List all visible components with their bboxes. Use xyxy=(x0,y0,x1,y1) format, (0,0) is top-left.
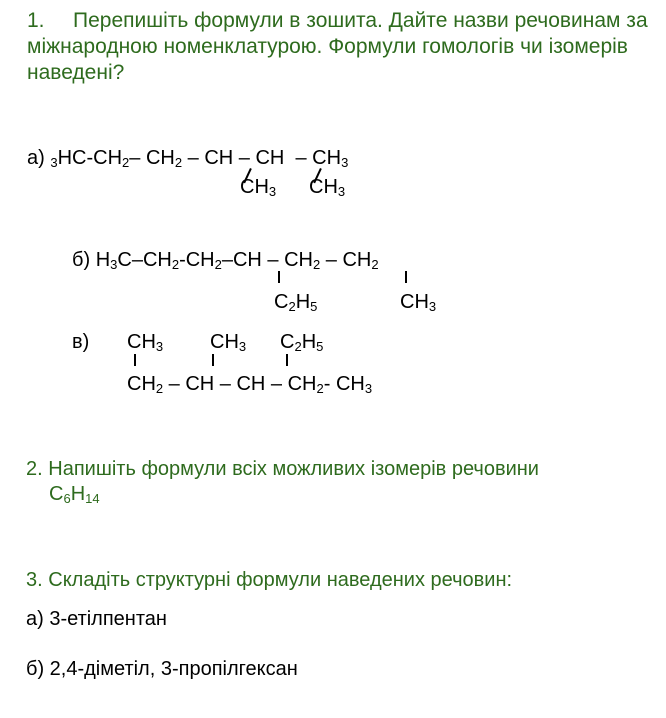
formula-v-top-2: $CH_3$ xyxy=(210,331,247,354)
formula-v-top-1: $CH_3$ xyxy=(127,331,164,354)
formula-b-branch-2: $CH_3$ xyxy=(400,291,437,314)
formula-v-bond-2 xyxy=(212,354,214,366)
question-3-item-b: б) 2,4-діметіл, 3-пропілгексан xyxy=(26,658,298,680)
formula-v-bond-3 xyxy=(286,354,288,366)
question-2 xyxy=(26,457,539,507)
formula-a-label: а) xyxy=(27,147,45,169)
formula-b-label: б) xyxy=(72,249,91,271)
question-2-number: 2. xyxy=(26,458,43,480)
formula-v-top-3: $C_2H_5$ xyxy=(280,331,324,354)
question-1-text: Перепишіть формули в зошита. Дайте назви речовинам за міжнародною номенклатурою. Формули гомологів чи ізомерів наведені? xyxy=(27,9,648,84)
formula-b-main-chain: б) $H_3C-CH_2-CH_2-CH - CH_2 - CH_2$ xyxy=(72,249,379,272)
formula-b-bond-1 xyxy=(278,271,280,283)
formula-b-bond-2 xyxy=(405,271,407,283)
question-3-item-a: а) 3-етілпентан xyxy=(26,608,167,630)
question-3-text: Складіть структурні формули наведених речовин: xyxy=(48,569,513,591)
question-2-formula: $C_6H_{14}$ xyxy=(49,483,100,506)
formula-v-label: в) xyxy=(72,331,90,353)
question-1 xyxy=(27,8,657,86)
formula-v-main-chain: $CH_2$ – CH – CH – $CH_2-$ $CH_3$ xyxy=(127,373,373,396)
formula-b-branch-1: $C_2H_5$ xyxy=(274,291,318,314)
question-1-number: 1. xyxy=(27,9,45,32)
question-3-number: 3. xyxy=(26,569,43,591)
formula-a-main-chain: а) $_3HC-CH_2-$ $CH_2$ – CH – CH – $CH_3$ xyxy=(27,147,349,170)
formula-v-bond-1 xyxy=(134,354,136,366)
formula-a-branch-1: $CH_3$ xyxy=(240,176,277,199)
question-3 xyxy=(26,568,512,592)
question-2-text: Напишіть формули всіх можливих ізомерів речовини xyxy=(48,458,539,480)
formula-a-branch-2: $CH_3$ xyxy=(309,176,346,199)
